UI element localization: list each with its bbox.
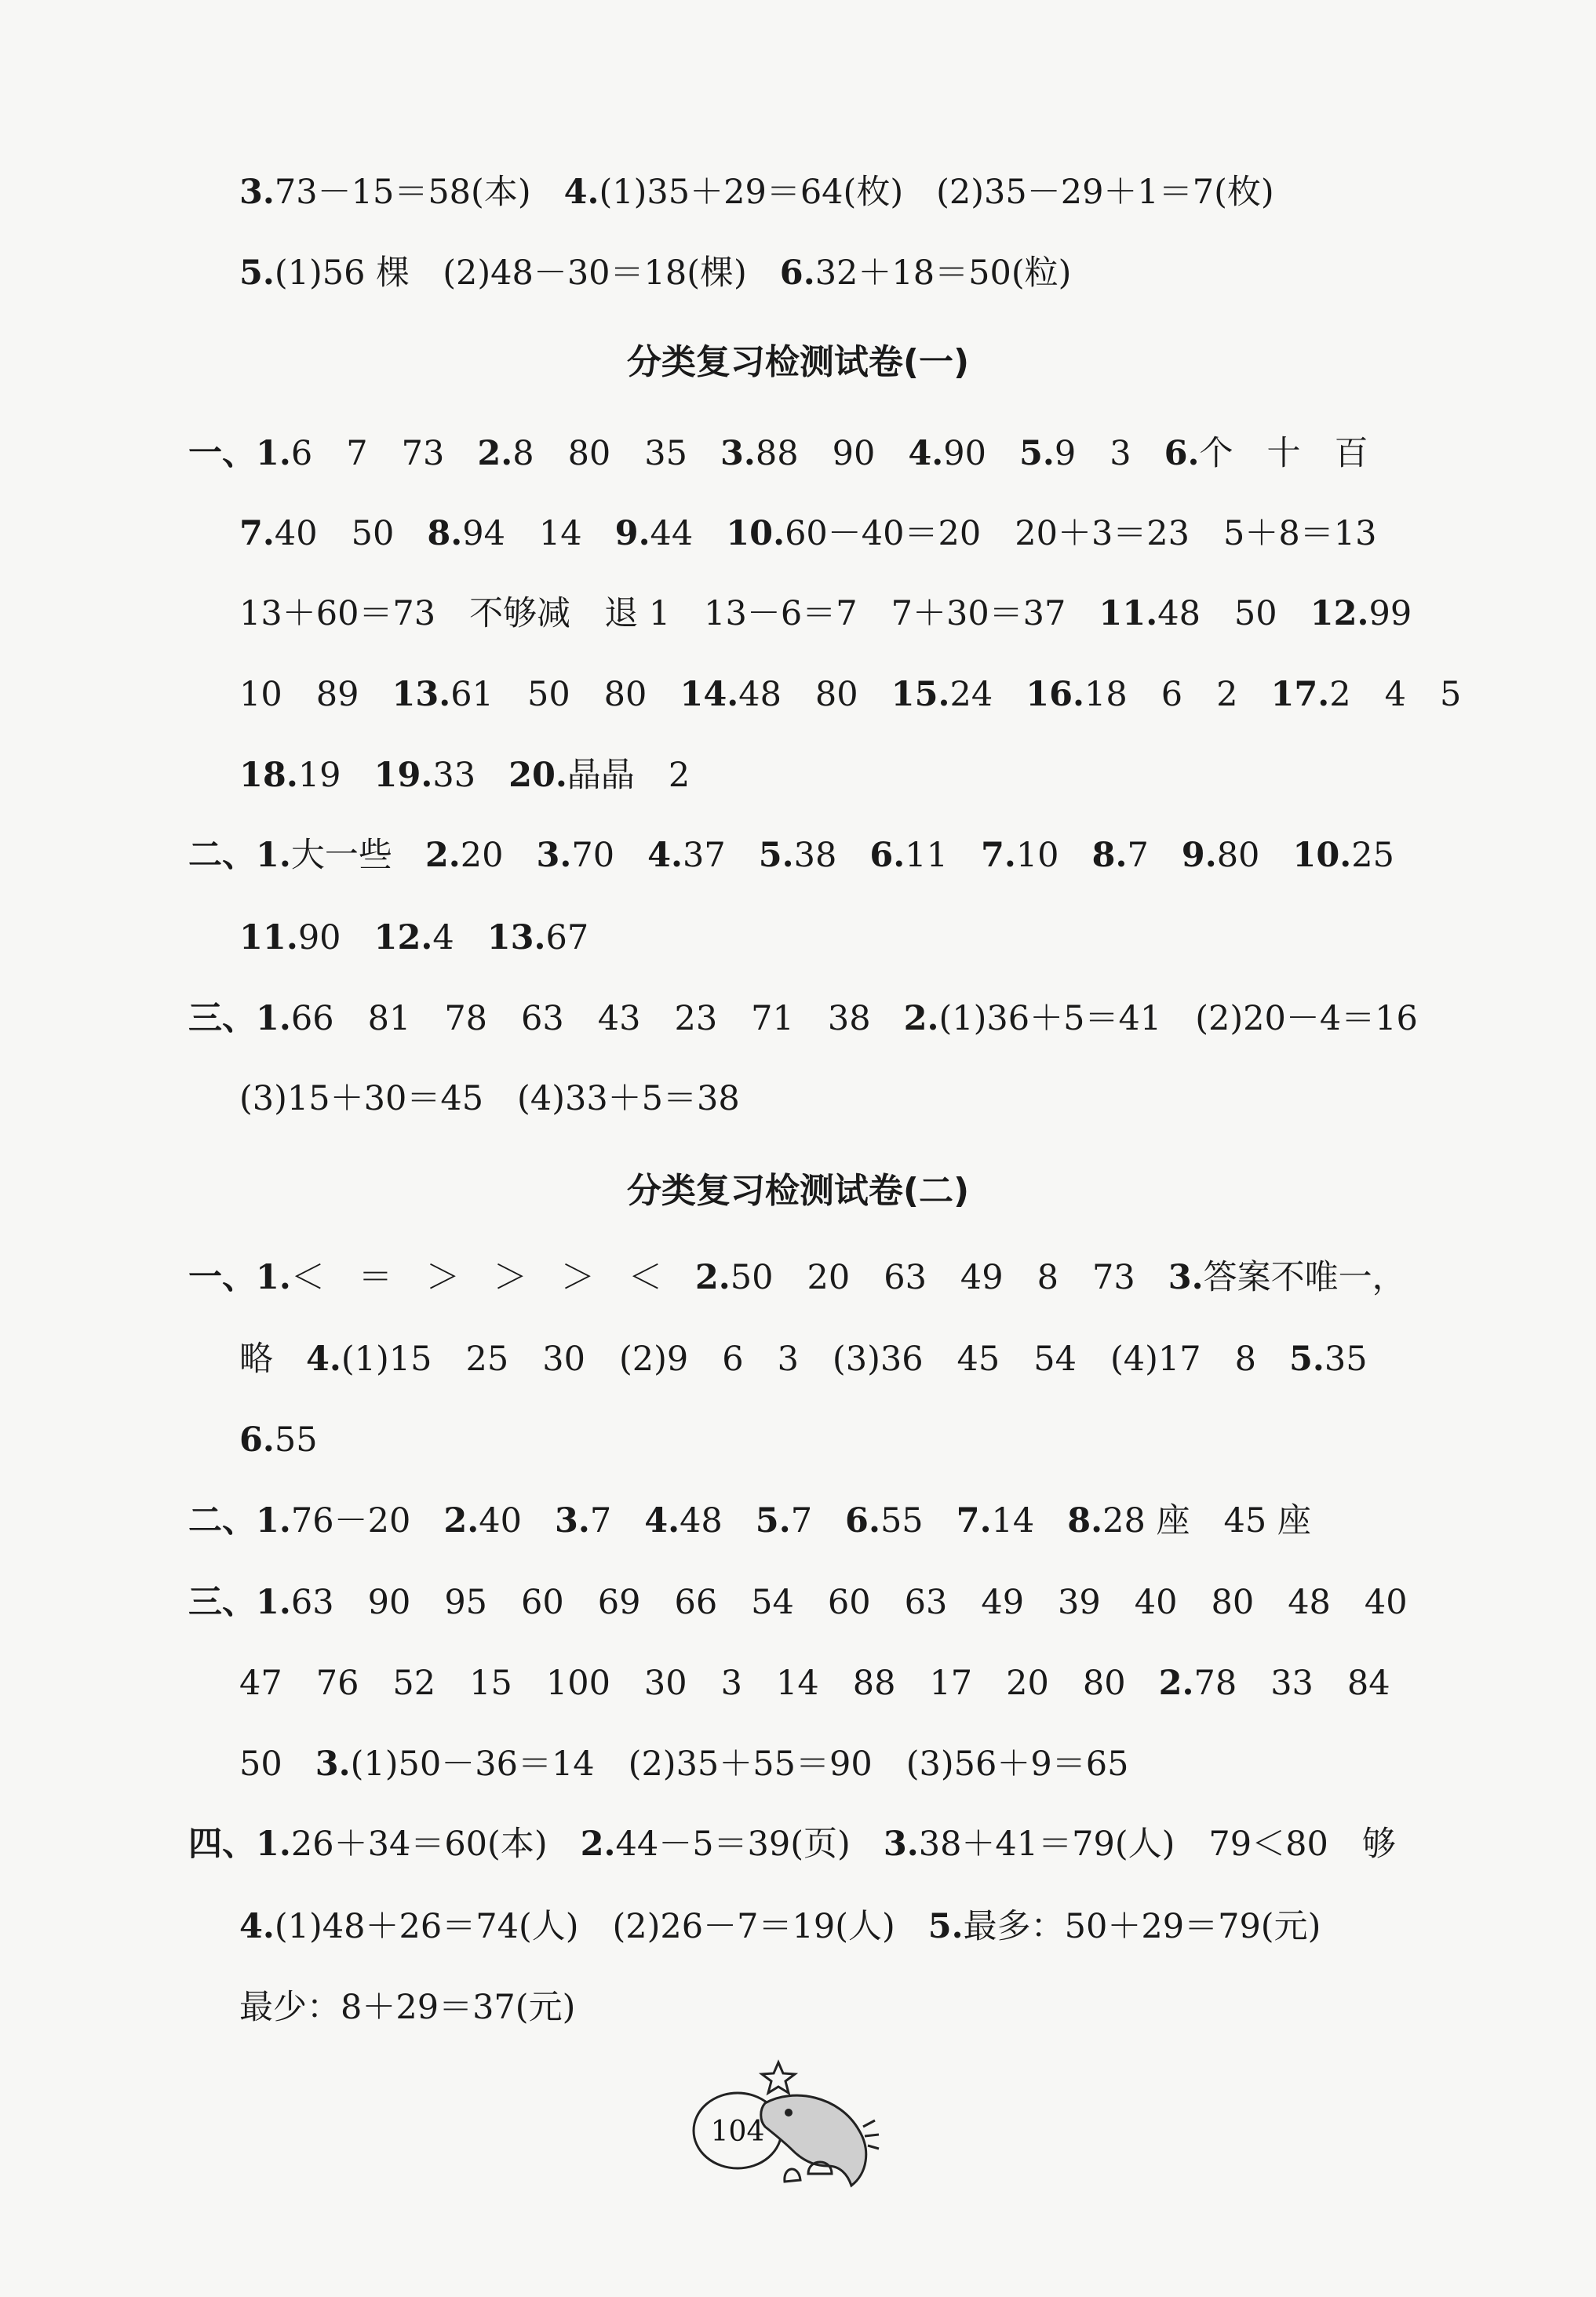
answer-text: (2)48－30＝18(棵)	[443, 253, 747, 293]
answer-line	[188, 1821, 1396, 1868]
answer-line	[239, 1660, 1390, 1707]
answer-line	[239, 169, 1274, 216]
answer-text: 18 6 2	[1084, 675, 1238, 714]
item-number: 5.	[927, 1907, 964, 1946]
answer-line	[239, 590, 1412, 637]
item-number: 7.	[956, 1501, 992, 1540]
answer-text: 55	[274, 1420, 318, 1460]
answer-text: 78 33 84	[1193, 1664, 1390, 1703]
item-number: 3.	[315, 1745, 351, 1784]
item-number: 11.	[1099, 594, 1158, 633]
answer-text: 35	[1324, 1340, 1368, 1379]
item-number: 6.	[239, 1420, 275, 1460]
answer-text: 40 50	[274, 514, 395, 553]
item-number: 20.	[508, 756, 567, 795]
answer-line	[239, 1741, 1128, 1788]
answer-text: 7	[589, 1501, 612, 1540]
item-number: 5.	[239, 253, 275, 293]
item-number: 3.	[554, 1501, 590, 1540]
answer-text: (1)35＋29＝64(枚)	[599, 173, 904, 212]
item-number: 13.	[486, 918, 546, 957]
answer-text: 最少：8＋29＝37(元)	[239, 1988, 576, 2027]
item-number: 3.	[883, 1825, 919, 1864]
item-number: 9.	[1181, 836, 1217, 875]
answer-text: 61 50 80	[450, 675, 647, 714]
item-number: 4.	[563, 173, 599, 212]
item-number: 6.	[845, 1501, 880, 1540]
item-number: 9.	[614, 514, 650, 553]
answer-text: 9 3	[1054, 434, 1131, 473]
answer-line	[239, 914, 588, 961]
item-number: 17.	[1270, 675, 1330, 714]
answer-text: 答案不唯一，	[1203, 1258, 1406, 1297]
answer-line	[188, 1579, 1408, 1626]
page-number: 104	[710, 2116, 765, 2148]
answer-text: 14	[991, 1501, 1035, 1540]
answer-line	[239, 671, 1461, 718]
answer-text: 67	[545, 918, 589, 957]
answer-text: 73－15＝58(本)	[274, 173, 531, 212]
answer-text: 略	[239, 1340, 273, 1379]
answer-text: 48 80	[738, 675, 858, 714]
item-number: 二、1.	[188, 836, 291, 875]
section-title: 分类复习检测试卷(一)	[626, 342, 970, 382]
answer-text: 11	[905, 836, 948, 875]
answer-text: 25	[1351, 836, 1394, 875]
item-number: 13.	[392, 675, 451, 714]
item-number: 一、1.	[188, 1258, 291, 1297]
answer-text: 48 50	[1157, 594, 1277, 633]
item-number: 3.	[720, 434, 756, 473]
answer-text: ＜ ＝ ＞ ＞ ＞ ＜	[290, 1258, 662, 1297]
answer-line	[239, 510, 1376, 557]
answer-text: 50 20 63 49 8 73	[730, 1258, 1135, 1297]
answer-line	[188, 1497, 1311, 1544]
item-number: 14.	[680, 675, 739, 714]
item-number: 2.	[903, 999, 939, 1038]
item-number: 10.	[1292, 836, 1352, 875]
answer-text: 50	[239, 1745, 282, 1784]
answer-text: 26＋34＝60(本)	[290, 1825, 548, 1864]
answer-line	[239, 250, 1071, 297]
answer-line	[188, 430, 1368, 477]
answer-text: (1)56 棵	[274, 253, 410, 293]
answer-text: 38	[793, 836, 837, 875]
answer-text: 63 90 95 60 69 66 54 60 63 49 39 40 80 48 40	[290, 1583, 1408, 1622]
answer-text: 76－20	[290, 1501, 411, 1540]
answer-text: 10	[1015, 836, 1059, 875]
item-number: 11.	[239, 918, 298, 957]
item-number: 8.	[1091, 836, 1128, 875]
answer-text: 40	[479, 1501, 522, 1540]
item-number: 2.	[425, 836, 461, 875]
answer-text: 48	[680, 1501, 723, 1540]
item-number: 4.	[239, 1907, 275, 1946]
item-number: 5.	[758, 836, 794, 875]
item-number: 10.	[726, 514, 785, 553]
item-number: 三、1.	[188, 999, 291, 1038]
item-number: 4.	[306, 1340, 341, 1379]
answer-text: (3)15＋30＝45 (4)33＋5＝38	[239, 1079, 740, 1118]
answer-text: 7	[790, 1501, 813, 1540]
item-number: 2.	[580, 1825, 616, 1864]
answer-text: 44	[650, 514, 694, 553]
item-number: 二、1.	[188, 1501, 291, 1540]
shell-icon	[785, 2169, 800, 2182]
item-number: 8.	[427, 514, 463, 553]
answer-text: 28 座 45 座	[1102, 1501, 1311, 1540]
answer-line	[239, 1984, 575, 2031]
item-number: 4.	[644, 1501, 680, 1540]
answer-text: 33	[432, 756, 476, 795]
answer-text: 80	[1216, 836, 1260, 875]
answer-text: 32＋18＝50(粒)	[814, 253, 1072, 293]
page-number-decoration	[691, 2048, 910, 2189]
answer-text: 94 14	[462, 514, 582, 553]
item-number: 6.	[779, 253, 815, 293]
answer-text: 4	[432, 918, 454, 957]
answer-text: 13＋60＝73 不够减 退 1 13－6＝7 7＋30＝37	[239, 594, 1066, 633]
item-number: 3.	[536, 836, 572, 875]
answer-text: 晶晶 2	[567, 756, 691, 795]
item-number: 12.	[1310, 594, 1369, 633]
answer-text: (1)15 25 30 (2)9 6 3 (3)36 45 54 (4)17 8	[341, 1340, 1256, 1379]
answer-text: 8 80 35	[512, 434, 688, 473]
item-number: 6.	[1164, 434, 1200, 473]
answer-text: 99	[1368, 594, 1412, 633]
answer-text: 19	[297, 756, 341, 795]
item-number: 5.	[755, 1501, 791, 1540]
answer-line	[188, 1254, 1406, 1301]
answer-text: 70	[571, 836, 615, 875]
answer-text: 66 81 78 63 43 23 71 38	[290, 999, 871, 1038]
item-number: 12.	[373, 918, 433, 957]
answer-text: 60－40＝20 20＋3＝23 5＋8＝13	[785, 514, 1377, 553]
item-number: 4.	[647, 836, 683, 875]
section-title: 分类复习检测试卷(二)	[626, 1171, 970, 1211]
answer-text: 20	[460, 836, 504, 875]
answer-text: (2)35－29＋1＝7(枚)	[936, 173, 1274, 212]
answer-text: 2 4 5	[1329, 675, 1462, 714]
answer-text: 7	[1127, 836, 1149, 875]
item-number: 2.	[694, 1258, 731, 1297]
answer-line	[239, 1075, 740, 1122]
answer-text: 88 90	[755, 434, 876, 473]
item-number: 18.	[239, 756, 298, 795]
item-number: 三、1.	[188, 1583, 291, 1622]
item-number: 5.	[1018, 434, 1055, 473]
answer-text: 38＋41＝79(人) 79＜80 够	[918, 1825, 1396, 1864]
item-number: 7.	[980, 836, 1016, 875]
item-number: 15.	[891, 675, 950, 714]
answer-text: 个 十 百	[1199, 434, 1368, 473]
answer-line	[239, 1903, 1321, 1950]
starfish-icon	[762, 2062, 795, 2093]
item-number: 8.	[1067, 1501, 1103, 1540]
item-number: 2.	[477, 434, 513, 473]
answer-text: (1)50－36＝14 (2)35＋55＝90 (3)56＋9＝65	[350, 1745, 1129, 1784]
answer-text: 44－5＝39(页)	[615, 1825, 851, 1864]
answer-line	[239, 1416, 318, 1464]
answer-text: 37	[683, 836, 726, 875]
dolphin-bubble-icon	[691, 2048, 910, 2189]
item-number: 3.	[239, 173, 275, 212]
answer-text: 10 89	[239, 675, 359, 714]
answer-line	[188, 832, 1394, 879]
item-number: 2.	[443, 1501, 479, 1540]
item-number: 7.	[239, 514, 275, 553]
item-number: 5.	[1288, 1340, 1325, 1379]
item-number: 6.	[869, 836, 905, 875]
answer-text: 24	[949, 675, 993, 714]
answer-line	[239, 752, 690, 799]
item-number: 一、1.	[188, 434, 291, 473]
item-number: 16.	[1026, 675, 1084, 714]
item-number: 四、1.	[188, 1825, 291, 1864]
answer-text: 47 76 52 15 100 30 3 14 88 17 20 80	[239, 1664, 1126, 1703]
answer-text: 最多：50＋29＝79(元)	[963, 1907, 1321, 1946]
item-number: 4.	[908, 434, 944, 473]
answer-text: 55	[880, 1501, 924, 1540]
answer-text: (1)48＋26＝74(人) (2)26－7＝19(人)	[274, 1907, 895, 1946]
answer-text: 大一些	[290, 836, 392, 875]
answer-line	[188, 995, 1418, 1042]
item-number: 19.	[373, 756, 433, 795]
answer-text: 90	[297, 918, 341, 957]
answer-text: 6 7 73	[290, 434, 445, 473]
item-number: 2.	[1158, 1664, 1194, 1703]
answer-text: 90	[943, 434, 986, 473]
answer-line	[239, 1336, 1368, 1383]
item-number: 3.	[1168, 1258, 1204, 1297]
answer-text: (1)36＋5＝41 (2)20－4＝16	[938, 999, 1418, 1038]
